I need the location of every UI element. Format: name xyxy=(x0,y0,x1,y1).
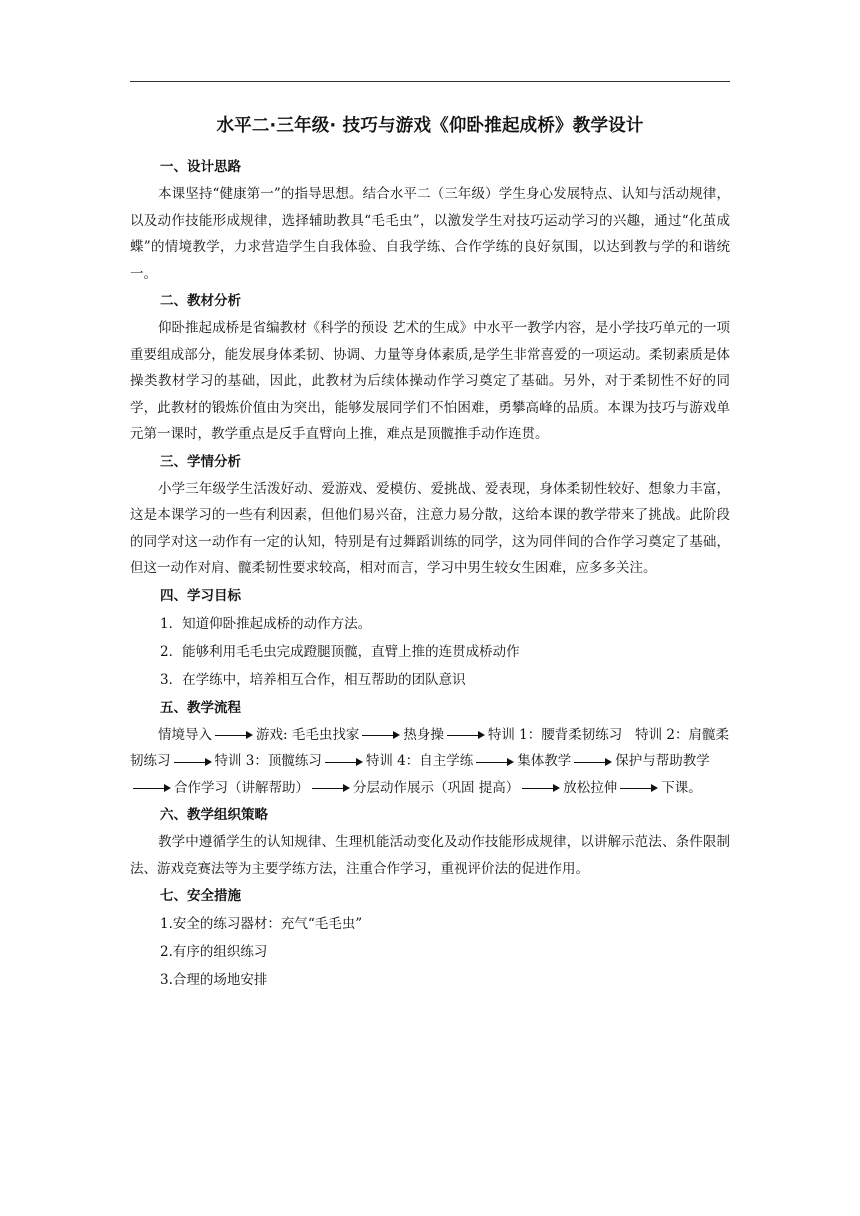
arrow-right-icon xyxy=(362,730,400,740)
flow-step: 分层动作展示（巩固 提高） xyxy=(353,779,520,796)
arrow-right-icon xyxy=(174,757,212,767)
arrow-right-icon xyxy=(476,757,514,767)
header-rule xyxy=(130,81,730,82)
arrow-right-icon xyxy=(447,730,485,740)
section-heading-goals: 四、学习目标 xyxy=(160,587,241,604)
flow-step: 热身操 xyxy=(403,726,444,743)
flow-step: 放松拉伸 xyxy=(563,779,618,796)
flow-step: 下课。 xyxy=(661,779,702,796)
section-text-students: 小学三年级学生活泼好动、爱游戏、爱模仿、爱挑战、爱表现，身体柔韧性较好、想象力丰富，这是本课学习的一些有利因素，但他们易兴奋，注意力易分散，这给本课的教学带来了挑战。此阶段的同学对这一动作有一定的认知，特别是有过舞蹈训练的同学，这为同伴间的合作学习奠定了基础，但这一动作对肩、髋柔韧性要求较高，相对而言，学习中男生较女生困难，应多多关注。 xyxy=(130,480,730,576)
flow-step: 特训 3：顶髋练习 xyxy=(214,753,322,769)
flow-step: 合作学习（讲解帮助） xyxy=(174,779,309,796)
safety-item: 3.合理的场地安排 xyxy=(160,972,268,988)
flow-step: 集体教学 xyxy=(517,753,572,769)
flow-step: 特训 1：腰背柔韧练习 xyxy=(487,726,623,743)
section-text-strategy: 教学中遵循学生的认知规律、生理机能活动变化及动作技能形成规律，以讲解示范法、条件限制法、游戏竞赛法等为主要学练方法，注重合作学习，重视评价法的促进作用。 xyxy=(130,834,730,877)
arrow-right-icon xyxy=(133,783,171,793)
section-heading-students: 三、学情分析 xyxy=(160,453,241,470)
safety-item: 1.安全的练习器材：充气“毛毛虫” xyxy=(160,916,363,932)
teaching-flow xyxy=(130,722,730,802)
document-title: 水平二·三年级· 技巧与游戏《仰卧推起成桥》教学设计 xyxy=(216,116,644,136)
safety-item: 2.有序的组织练习 xyxy=(160,944,268,960)
document-body xyxy=(130,112,730,994)
goal-item: 3．在学练中，培养相互合作，相互帮助的团队意识 xyxy=(160,671,466,688)
arrow-right-icon xyxy=(325,757,363,767)
section-text-material: 仰卧推起成桥是省编教材《科学的预设 艺术的生成》中水平一教学内容，是小学技巧单元的一项重要组成部分，能发展身体柔韧、协调、力量等身体素质,是学生非常喜爱的一项运动。柔韧素质是体操类教材学习的基础，因此，此教材为后续体操动作学习奠定了基础。另外，对于柔韧性不好的同学，此教材的锻炼价值由为突出，能够发展同学们不怕困难，勇攀高峰的品质。本课为技巧与游戏单元第一课时，教学重点是反手直臂向上推，难点是顶髋推手动作连贯。 xyxy=(130,320,730,442)
flow-step: 情境导入 xyxy=(158,726,212,743)
flow-step: 保护与帮助教学 xyxy=(615,753,710,769)
goal-item: 1．知道仰卧推起成桥的动作方法。 xyxy=(160,615,372,632)
arrow-right-icon xyxy=(620,783,658,793)
section-text-design: 本课坚持“健康第一”的指导思想。结合水平二（三年级）学生身心发展特点、认知与活动规律，以及动作技能形成规律，选择辅助教具“毛毛虫”，以激发学生对技巧运动学习的兴趣，通过“化茧成蝶”的情境教学，力求营造学生自我体验、自我学练、合作学练的良好氛围，以达到教与学的和谐统一。 xyxy=(130,186,730,282)
arrow-right-icon xyxy=(574,757,612,767)
flow-step: 特训 2：肩髋柔韧练习 xyxy=(130,726,729,769)
section-heading-strategy: 六、教学组织策略 xyxy=(160,807,268,823)
flow-step: 游戏: 毛毛虫找家 xyxy=(256,726,360,743)
arrow-right-icon xyxy=(215,730,253,740)
goal-item: 2．能够利用毛毛虫完成蹬腿顶髋，直臂上推的连贯成桥动作 xyxy=(160,643,520,660)
section-heading-design: 一、设计思路 xyxy=(160,159,241,175)
arrow-right-icon xyxy=(522,783,560,793)
section-heading-safety: 七、安全措施 xyxy=(160,888,241,904)
section-heading-material: 二、教材分析 xyxy=(160,293,241,309)
flow-step: 特训 4：自主学练 xyxy=(365,753,474,769)
section-heading-process: 五、教学流程 xyxy=(160,699,241,716)
arrow-right-icon xyxy=(312,783,350,793)
